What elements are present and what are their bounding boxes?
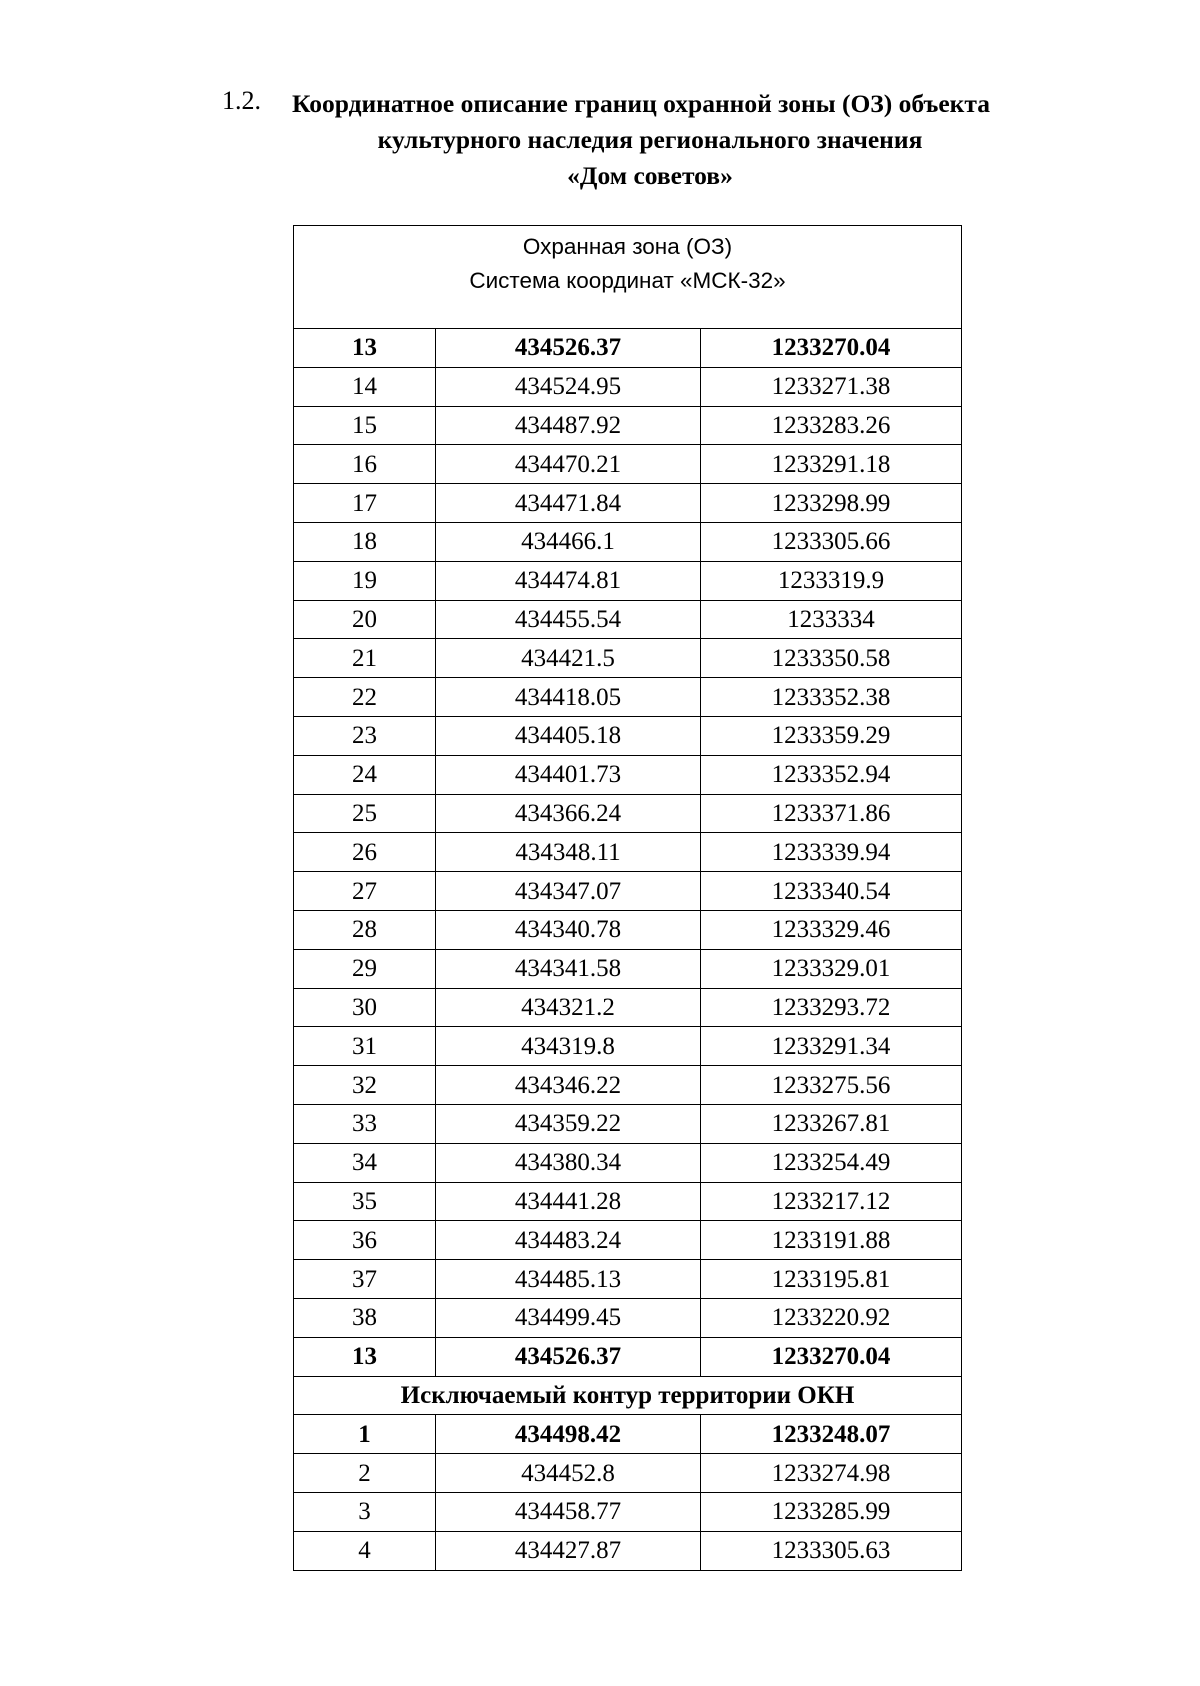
y-coordinate-cell: 1233285.99	[701, 1492, 962, 1531]
point-number-cell: 27	[294, 872, 436, 911]
y-coordinate-cell: 1233220.92	[701, 1298, 962, 1337]
y-coordinate-cell: 1233195.81	[701, 1260, 962, 1299]
table-row	[294, 1531, 962, 1570]
point-number-cell: 3	[294, 1492, 436, 1531]
point-number-cell: 26	[294, 833, 436, 872]
coordinates-table	[293, 225, 962, 1571]
table-row	[294, 1221, 962, 1260]
x-coordinate-cell: 434418.05	[436, 678, 701, 717]
y-coordinate-cell: 1233275.56	[701, 1066, 962, 1105]
point-number-cell: 14	[294, 367, 436, 406]
point-number-cell: 30	[294, 988, 436, 1027]
table-row	[294, 910, 962, 949]
table-row	[294, 716, 962, 755]
y-coordinate-cell: 1233274.98	[701, 1454, 962, 1493]
table-row	[294, 872, 962, 911]
y-coordinate-cell: 1233191.88	[701, 1221, 962, 1260]
y-coordinate-cell: 1233248.07	[701, 1415, 962, 1454]
table-row	[294, 1415, 962, 1454]
y-coordinate-cell: 1233350.58	[701, 639, 962, 678]
x-coordinate-cell: 434466.1	[436, 522, 701, 561]
y-coordinate-cell: 1233329.46	[701, 910, 962, 949]
x-coordinate-cell: 434347.07	[436, 872, 701, 911]
table-row	[294, 367, 962, 406]
y-coordinate-cell: 1233371.86	[701, 794, 962, 833]
table-row	[294, 1454, 962, 1493]
table-row	[294, 794, 962, 833]
x-coordinate-cell: 434346.22	[436, 1066, 701, 1105]
coordinates-table-body	[294, 226, 962, 1571]
x-coordinate-cell: 434401.73	[436, 755, 701, 794]
point-number-cell: 20	[294, 600, 436, 639]
y-coordinate-cell: 1233270.04	[701, 329, 962, 368]
point-number-cell: 4	[294, 1531, 436, 1570]
point-number-cell: 2	[294, 1454, 436, 1493]
x-coordinate-cell: 434470.21	[436, 445, 701, 484]
point-number-cell: 28	[294, 910, 436, 949]
point-number-cell: 25	[294, 794, 436, 833]
y-coordinate-cell: 1233217.12	[701, 1182, 962, 1221]
coord-system: Система координат «МСК-32»	[469, 268, 786, 293]
table-row	[294, 1298, 962, 1337]
point-number-cell: 32	[294, 1066, 436, 1105]
y-coordinate-cell: 1233291.34	[701, 1027, 962, 1066]
point-number-cell: 19	[294, 561, 436, 600]
x-coordinate-cell: 434526.37	[436, 329, 701, 368]
point-number-cell: 15	[294, 406, 436, 445]
y-coordinate-cell: 1233270.04	[701, 1337, 962, 1376]
table-row	[294, 988, 962, 1027]
table-row	[294, 484, 962, 523]
table-row	[294, 1027, 962, 1066]
document-heading	[200, 86, 1100, 194]
y-coordinate-cell: 1233267.81	[701, 1104, 962, 1143]
excluded-contour-header-row	[294, 1376, 962, 1415]
table-row	[294, 1260, 962, 1299]
table-row	[294, 522, 962, 561]
point-number-cell: 34	[294, 1143, 436, 1182]
point-number-cell: 37	[294, 1260, 436, 1299]
table-row	[294, 833, 962, 872]
y-coordinate-cell: 1233352.94	[701, 755, 962, 794]
point-number-cell: 23	[294, 716, 436, 755]
table-row	[294, 1104, 962, 1143]
x-coordinate-cell: 434380.34	[436, 1143, 701, 1182]
x-coordinate-cell: 434487.92	[436, 406, 701, 445]
table-row	[294, 406, 962, 445]
point-number-cell: 33	[294, 1104, 436, 1143]
x-coordinate-cell: 434427.87	[436, 1531, 701, 1570]
x-coordinate-cell: 434485.13	[436, 1260, 701, 1299]
y-coordinate-cell: 1233305.63	[701, 1531, 962, 1570]
table-row	[294, 1337, 962, 1376]
point-number-cell: 24	[294, 755, 436, 794]
y-coordinate-cell: 1233319.9	[701, 561, 962, 600]
x-coordinate-cell: 434340.78	[436, 910, 701, 949]
point-number-cell: 1	[294, 1415, 436, 1454]
zone-header-row	[294, 226, 962, 329]
zone-header-cell	[294, 226, 962, 329]
zone-title: Охранная зона (ОЗ)	[522, 234, 733, 259]
point-number-cell: 29	[294, 949, 436, 988]
x-coordinate-cell: 434348.11	[436, 833, 701, 872]
heading-line-2: культурного наследия регионального значения	[377, 125, 923, 154]
x-coordinate-cell: 434366.24	[436, 794, 701, 833]
x-coordinate-cell: 434359.22	[436, 1104, 701, 1143]
table-row	[294, 600, 962, 639]
x-coordinate-cell: 434499.45	[436, 1298, 701, 1337]
point-number-cell: 13	[294, 1337, 436, 1376]
table-row	[294, 755, 962, 794]
y-coordinate-cell: 1233340.54	[701, 872, 962, 911]
heading-line-1: Координатное описание границ охранной зоны (ОЗ) объекта	[292, 89, 990, 118]
y-coordinate-cell: 1233283.26	[701, 406, 962, 445]
point-number-cell: 18	[294, 522, 436, 561]
table-row	[294, 949, 962, 988]
x-coordinate-cell: 434319.8	[436, 1027, 701, 1066]
x-coordinate-cell: 434441.28	[436, 1182, 701, 1221]
y-coordinate-cell: 1233359.29	[701, 716, 962, 755]
x-coordinate-cell: 434498.42	[436, 1415, 701, 1454]
x-coordinate-cell: 434471.84	[436, 484, 701, 523]
table-row	[294, 561, 962, 600]
x-coordinate-cell: 434455.54	[436, 600, 701, 639]
table-row	[294, 639, 962, 678]
x-coordinate-cell: 434421.5	[436, 639, 701, 678]
x-coordinate-cell: 434341.58	[436, 949, 701, 988]
point-number-cell: 22	[294, 678, 436, 717]
y-coordinate-cell: 1233305.66	[701, 522, 962, 561]
y-coordinate-cell: 1233352.38	[701, 678, 962, 717]
point-number-cell: 21	[294, 639, 436, 678]
point-number-cell: 31	[294, 1027, 436, 1066]
x-coordinate-cell: 434452.8	[436, 1454, 701, 1493]
point-number-cell: 35	[294, 1182, 436, 1221]
x-coordinate-cell: 434526.37	[436, 1337, 701, 1376]
table-row	[294, 678, 962, 717]
y-coordinate-cell: 1233291.18	[701, 445, 962, 484]
x-coordinate-cell: 434405.18	[436, 716, 701, 755]
y-coordinate-cell: 1233271.38	[701, 367, 962, 406]
y-coordinate-cell: 1233293.72	[701, 988, 962, 1027]
x-coordinate-cell: 434524.95	[436, 367, 701, 406]
section-number: 1.2.	[222, 86, 261, 115]
point-number-cell: 17	[294, 484, 436, 523]
x-coordinate-cell: 434458.77	[436, 1492, 701, 1531]
y-coordinate-cell: 1233339.94	[701, 833, 962, 872]
table-row	[294, 1143, 962, 1182]
y-coordinate-cell: 1233329.01	[701, 949, 962, 988]
x-coordinate-cell: 434483.24	[436, 1221, 701, 1260]
y-coordinate-cell: 1233298.99	[701, 484, 962, 523]
point-number-cell: 16	[294, 445, 436, 484]
heading-line-3: «Дом советов»	[567, 161, 733, 190]
table-row	[294, 1182, 962, 1221]
y-coordinate-cell: 1233334	[701, 600, 962, 639]
table-row	[294, 445, 962, 484]
table-row	[294, 1066, 962, 1105]
x-coordinate-cell: 434321.2	[436, 988, 701, 1027]
x-coordinate-cell: 434474.81	[436, 561, 701, 600]
point-number-cell: 38	[294, 1298, 436, 1337]
excluded-contour-title: Исключаемый контур территории ОКН	[294, 1376, 962, 1415]
point-number-cell: 36	[294, 1221, 436, 1260]
y-coordinate-cell: 1233254.49	[701, 1143, 962, 1182]
table-row	[294, 329, 962, 368]
point-number-cell: 13	[294, 329, 436, 368]
table-row	[294, 1492, 962, 1531]
